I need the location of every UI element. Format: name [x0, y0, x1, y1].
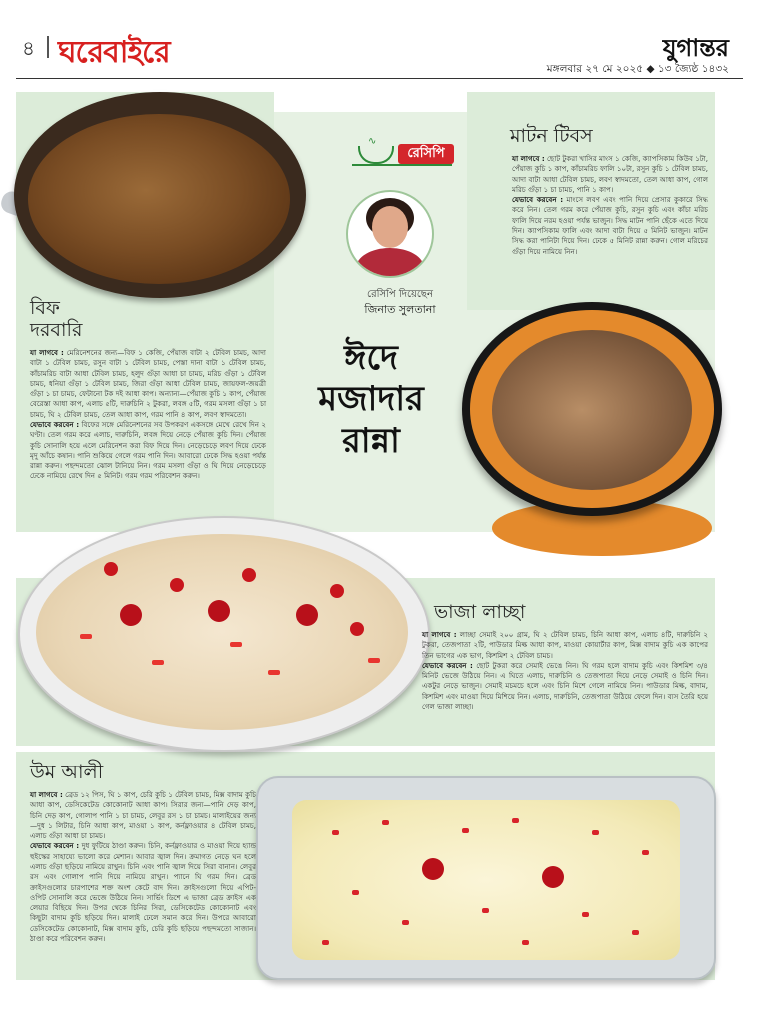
- steam-icon: ∿: [368, 136, 377, 147]
- ummali-title: উম আলী: [30, 761, 104, 783]
- section-title: ঘরেবাইরে: [58, 35, 170, 70]
- credit-name: জিনাত সুলতানা: [364, 303, 436, 316]
- beef-text: যা লাগবে : মেরিনেশনের জন্য—বিফ ১ কেজি, পেঁয়াজ বাটা ২ টেবিল চামচ, আদা বাটা ১ টেবিল চামচ, রসুন বাটা ১ টেবিল চামচ, পেস্তা দানা বাটা ১ টেবিল চামচ, কাঁচামরিচ বাটা আধা টেবিল চামচ, হলুদ গুঁড়া আধা চা চামচ, মরিচ গুঁড়া ১ টেবিল চামচ, ধনিয়া গুঁড়া ১ টেবিল চামচ, জিরা গুঁড়া আধা টেবিল চামচ, জায়ফল-জয়ত্রী গুঁড়া ১ চা চামচ, ফেটানো টক দই আধা কাপ। অন্যান্য—পেঁয়াজ কুচি ১ কাপ, পেঁয়াজ বেরেস্তা আধা কাপ, এলাচ ৫টি, দারুচিনি ২ টুকরা, লবঙ্গ ৫টি, গরম মসলা গুঁড়া ১ চা চামচ, ঘি ২ টেবিল চামচ, তেল আধা কাপ, গরম পানি ৪ কাপ, লবণ স্বাদমতো। যেভাবে করবেন : বিফের সঙ্গে মেরিনেশনের সব উপকরণ একসঙ্গে মেখে রেখে দিন ২ ঘণ্টা। তেল গরম করে এলাচ, দারুচিনি, লবঙ্গ দিয়ে নেড়ে পেঁয়াজ কুচি দিন। পেঁয়াজ কুচি সোনালি হয়ে এলে মেরিনেশন করা বিফ দিয়ে দিন। নেড়েচেড়ে লবণ দিয়ে ঢেকে মৃদু আঁচে কষান। পানি শুকিয়ে গেলে গরম পানি দিন। আবারো ঢেকে সিদ্ধ হওয়া পর্যন্ত রান্না করুন। পছন্দমতো ঝোল টানিয়ে নিন। গরম মসলা গুঁড়া ও ঘি দিয়ে নেড়েচেড়ে ঢেকে নামিয়ে রেখে দিন ৫ মিনিট। গরম গরম পরিবেশন করুন।: [30, 348, 266, 481]
- credit-label: রেসিপি দিয়েছেন: [367, 289, 433, 300]
- umm-ali-photo: [256, 776, 716, 980]
- page-number: ৪: [22, 36, 35, 60]
- beef-title: বিফ দরবারি: [30, 297, 83, 341]
- header-rule: [16, 78, 743, 79]
- lachha-title: ভাজা লাচ্ছা: [434, 601, 526, 623]
- beef-darbari-photo: [14, 92, 306, 298]
- feature-headline: ঈদে মজাদার রান্না: [318, 338, 424, 461]
- bowl-icon: [358, 146, 394, 164]
- recipe-credit: [340, 288, 460, 317]
- lachha-text: যা লাগবে : লাচ্ছা সেমাই ২০০ গ্রাম, ঘি ২ টেবিল চামচ, চিনি আধা কাপ, এলাচ ৪টি, দারুচিনি ২ টুকরা, তেজপাতা ২টি, পাউডার মিল্ক আধা কাপ, মাওয়া কোয়ার্টার কাপ, মিক্স বাদাম কুচি এক কাপের তিন ভাগের এক ভাগ, কিশমিশ ২ টেবিল চামচ। যেভাবে করবেন : ছোট টুকরা করে সেমাই ভেঙে নিন। ঘি গরম হলে বাদাম কুচি এবং কিশমিশ ৩/৪ মিনিট ভেজে উঠিয়ে নিন। এ ঘিতে এলাচ, দারুচিনি ও তেজপাতা দিয়ে নেড়ে সেমাই ও চিনি দিন। একটুর নেড়ে ভাজুন। সেমাই মচমচে হলে এবং চিনি মিশে গেলে নামিয়ে নিন। পাউডার মিল্ক, বাদাম, কিশমিশ এবং মাওয়া দিয়ে মিশিয়ে নিন। এলাচ, দারুচিনি, তেজপাতা উঠিয়ে ফেলে দিন। ব্যস তৈরি হয়ে গেল ভাজা লাচ্ছা।: [422, 630, 708, 711]
- date-line: মঙ্গলবার ২৭ মে ২০২৫ ◆ ১৩ জ্যৈষ্ঠ ১৪৩২: [546, 63, 729, 75]
- header-divider: [47, 36, 49, 58]
- bhaja-lachha-photo: [18, 516, 430, 752]
- author-avatar: [346, 190, 434, 278]
- ummali-text: যা লাগবে : ব্রেড ১২ পিস, ঘি ১ কাপ, চেরি কুচি ১ টেবিল চামচ, মিক্স বাদাম কুচি আধা কাপ, ডেসিকেটেড কোকোনাট আধা কাপ। সিরার জন্য—পানি দেড় কাপ, চিনি দেড় কাপ, গোলাপ পানি ১ চা চামচ, লেবুর রস ১ চা চামচ। মালাইয়ের জন্য—দুধ ১ লিটার, চিনি আধা কাপ, মাওয়া ১ কাপ, কর্নফ্লাওয়ার ৪ টেবিল চামচ, এলাচ গুঁড়া আধা চা চামচ। যেভাবে করবেন : দুধ ফুটিয়ে ঠাণ্ডা করুন। চিনি, কর্নফ্লাওয়ার ও মাওয়া দিয়ে হ্যান্ড হুইস্কের সাহায্যে ভালো করে মেশান। আবার জ্বাল দিন। ক্রমাগত নেড়ে ঘন হলে এলাচ গুঁড়া ছড়িয়ে নামিয়ে রাখুন। চিনি এবং পানি জ্বাল দিয়ে সিরা বানান। লেবুর রস এবং গোলাপ পানি দিয়ে নামিয়ে রাখুন। প্যানে ঘি গরম দিন। ব্রেড ক্রাইসগুলোর চারপাশের শক্ত অংশ কেটে বাদ দিন। ক্রাইসগুলো দিয়ে এপিট-ওপিট সোনালি করে ভেজে উঠিয়ে নিন। সার্ভিং ডিশে এ ভাজা ব্রেড ক্রাইস এক লেয়ার বিছিয়ে দিন। উপর থেকে চিনির সিরা, ডেসিকেটেড কোকোনাট এবং কিছুটা বাদাম কুচি ছড়িয়ে দিন। মালাই ঢেলে সমান করে দিন। উপরে আবারো ডেসিকেটেড কোকোনাট, মিক্স বাদাম কুচি, চেরি কুচি ছড়িয়ে পছন্দমতো সাজান। ঠাণ্ডা করে পরিবেশন করুন।: [30, 790, 256, 943]
- mutton-tibs-photo: [462, 302, 722, 516]
- newspaper-logo: যুগান্তর: [662, 33, 729, 62]
- mutton-title: মাটন টিবস: [510, 125, 593, 147]
- recipe-badge: [352, 138, 450, 168]
- mutton-text: যা লাগবে : ছোট টুকরা খাসির মাংস ১ কেজি, ক্যাপসিকাম কিউব ১টা, পেঁয়াজ কুচি ১ কাপ, কাঁচামরিচ ফালি ১০টা, রসুন কুচি ১ টেবিল চামচ, আদা বাটা আধা টেবিল চামচ, লবণ স্বাদমতো, তেল আধা কাপ, গোল মরিচ গুঁড়া ১ চা চামচ, পানি ১ কাপ। যেভাবে করবেন : মাংসে লবণ এবং পানি দিয়ে প্রেসার কুকারে সিদ্ধ করে নিন। তেল গরম করে পেঁয়াজ কুচি, রসুন কুচি এবং কাঁচা মরিচ ফালি দিয়ে নরম হওয়া পর্যন্ত ভাজুন। সিদ্ধ মাটন পানি ছেঁকে এতে দিয়ে দিন। ক্যাপসিকাম ফালি এবং আদা বাটা দিয়ে ৫ মিনিট ভাজুন। মাটন সিদ্ধ করা পানিটা দিয়ে দিন। ঢেকে ৫ মিনিট রান্না করুন। গোল মরিচের গুঁড়া দিয়ে নামিয়ে নিন।: [512, 154, 709, 256]
- badge-label: রেসিপি: [398, 144, 454, 164]
